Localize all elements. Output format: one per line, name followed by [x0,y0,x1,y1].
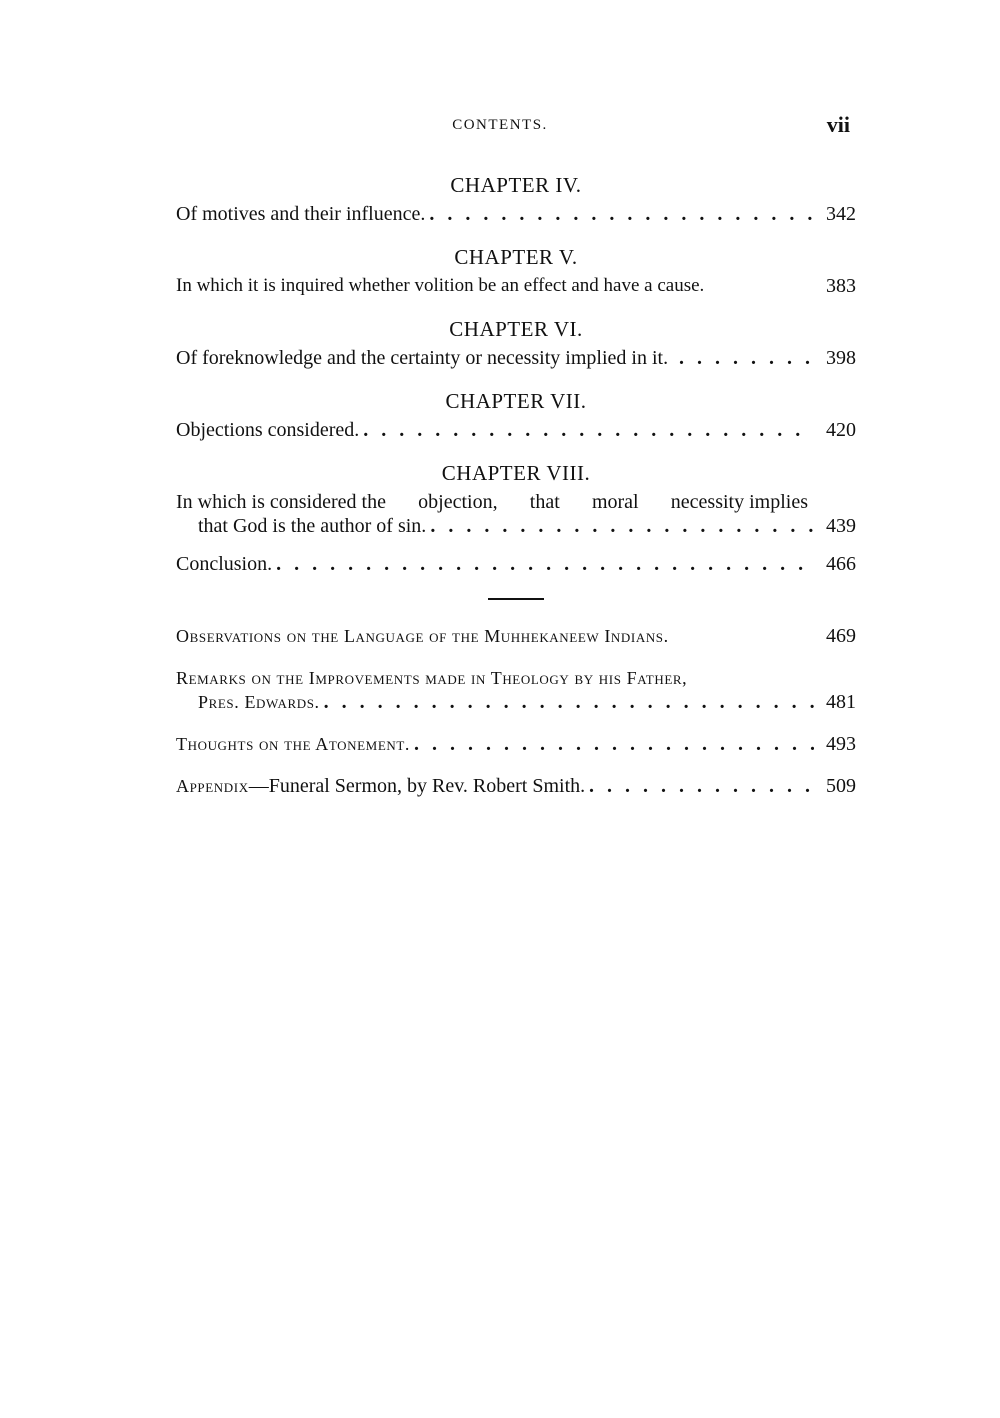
leader-dots [363,418,814,442]
toc-entry-page: 342 [826,203,856,225]
chapter-heading: CHAPTER V. [454,245,578,269]
page-number: vii [826,112,850,137]
toc-entry-line [176,514,856,538]
toc-entry-page: 469 [826,625,856,647]
toc-entry-conclusion [176,552,856,576]
running-head [0,112,1000,142]
toc-entry-page: 420 [826,419,856,441]
toc-entry-page: 509 [826,775,856,797]
toc-entry-line [176,666,856,690]
toc-entry-text: Of foreknowledge and the certainty or necessity implied in it. [176,347,669,369]
toc-entry-word: objection, [418,491,498,513]
toc-entry-word: In which is considered the [176,491,386,513]
chapter-heading: CHAPTER VI. [449,317,583,341]
appendix-label: Appendix [176,776,249,796]
section-divider [488,598,544,600]
toc-entry-text: that God is the author of sin. [198,515,427,537]
toc-entry-text: Pres. Edwards. [198,692,320,712]
toc-entry-text: Thoughts on the Atonement. [176,734,411,754]
toc-entry-text [176,774,585,798]
toc-entry-text: Of motives and their influence. [176,203,426,225]
leader-dots [276,552,814,576]
toc-entry-appendix [176,732,856,756]
toc-entry-text: Objections considered. [176,419,360,441]
toc-entry [176,202,856,226]
leader-dots [672,346,814,370]
chapter-heading: CHAPTER VII. [445,389,587,413]
toc-entry-page: 439 [826,515,856,537]
toc-entry [176,418,856,442]
toc-entry-page: 481 [826,691,856,713]
toc-entry-appendix [176,666,856,714]
toc-entry-line [176,490,856,514]
toc-entry-line [176,690,856,714]
toc-entry-appendix [176,774,856,798]
chapter-heading: CHAPTER IV. [450,173,582,197]
toc-entry-word: that [529,491,560,513]
toc-entry-text: Conclusion. [176,553,273,575]
leader-dots [429,202,814,226]
toc-entry-page: 398 [826,347,856,369]
running-title: CONTENTS. [452,117,548,133]
toc-entry-page: 466 [826,553,856,575]
appendix-description: —Funeral Sermon, by Rev. Robert Smith. [248,775,586,797]
toc-entry-text: Observations on the Language of the Muhhekaneew Indians. [176,626,669,646]
toc-entry-text: In which it is inquired whether volition be an effect and have a cause. [176,275,705,296]
leader-dots [414,732,814,756]
chapter-heading: CHAPTER VIII. [441,461,591,485]
toc-entry-appendix [176,624,856,648]
toc-entry-word: moral [591,491,639,513]
toc-entry-text: Remarks on the Improvements made in Theology by his Father, [176,668,688,688]
leader-dots [430,514,814,538]
table-of-contents [176,168,856,812]
toc-entry-page: 383 [826,275,856,297]
leader-dots [589,774,814,798]
toc-entry-page: 493 [826,733,856,755]
toc-entry [176,490,856,538]
toc-entry [176,346,856,370]
leader-dots [324,690,814,714]
toc-entry-word: necessity implies [670,491,808,513]
toc-entry [176,274,856,298]
